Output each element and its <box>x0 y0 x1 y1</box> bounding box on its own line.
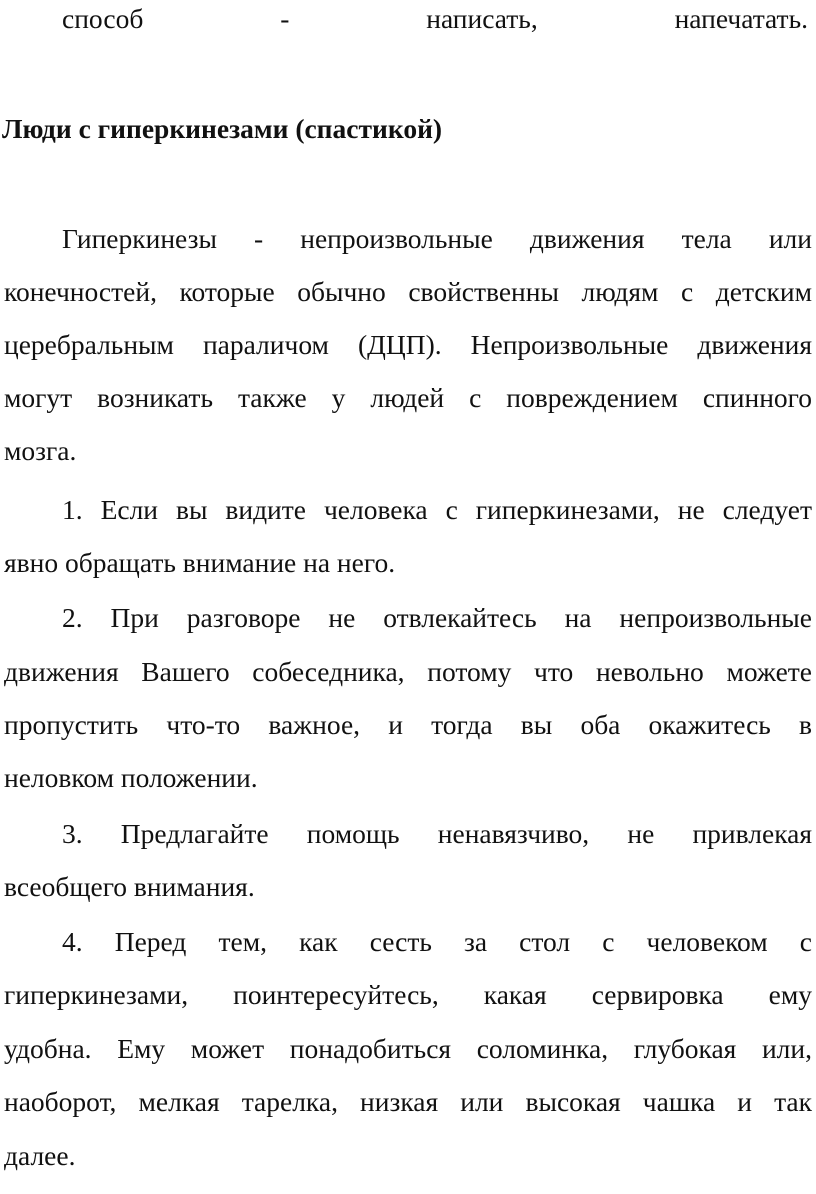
paragraph-line: мозга. <box>4 435 77 466</box>
paragraph-line: Гиперкинезы - непроизвольные движения тела или <box>62 223 812 254</box>
word: способ <box>62 3 144 34</box>
list-item-line: 4. Перед тем, как сесть за стол с человеком с <box>62 926 812 957</box>
list-item-line: 2. При разговоре не отвлекайтесь на непроизвольные <box>62 602 812 633</box>
paragraph-line: конечностей, которые обычно свойственны людям с детским <box>4 276 812 307</box>
section-heading: Люди с гиперкинезами (спастикой) <box>2 113 443 144</box>
list-item-line: неловком положении. <box>4 762 258 793</box>
continued-line <box>62 2 808 36</box>
list-item-line: 1. Если вы видите человека с гиперкинезами, не следует <box>62 494 812 525</box>
list-item-line: пропустить что-то важное, и тогда вы оба окажитесь в <box>4 709 812 740</box>
word: напечатать. <box>674 3 808 34</box>
list-item-line: явно обращать внимание на него. <box>4 547 396 578</box>
list-item-line: гиперкинезами, поинтересуйтесь, какая сервировка ему <box>4 979 812 1010</box>
list-item-line: наоборот, мелкая тарелка, низкая или высокая чашка и так <box>4 1086 812 1117</box>
list-item-line: всеобщего внимания. <box>4 871 255 902</box>
list-item-line: далее. <box>4 1140 76 1171</box>
word: написать, <box>426 3 538 34</box>
paragraph-line: церебральным параличом (ДЦП). Непроизвольные движения <box>4 329 812 360</box>
list-item-line: движения Вашего собеседника, потому что невольно можете <box>4 656 812 687</box>
paragraph-line: могут возникать также у людей с повреждением спинного <box>4 382 812 413</box>
list-item-line: 3. Предлагайте помощь ненавязчиво, не привлекая <box>62 818 812 849</box>
word: - <box>280 3 290 34</box>
list-item-line: удобна. Ему может понадобиться соломинка, глубокая или, <box>4 1033 812 1064</box>
